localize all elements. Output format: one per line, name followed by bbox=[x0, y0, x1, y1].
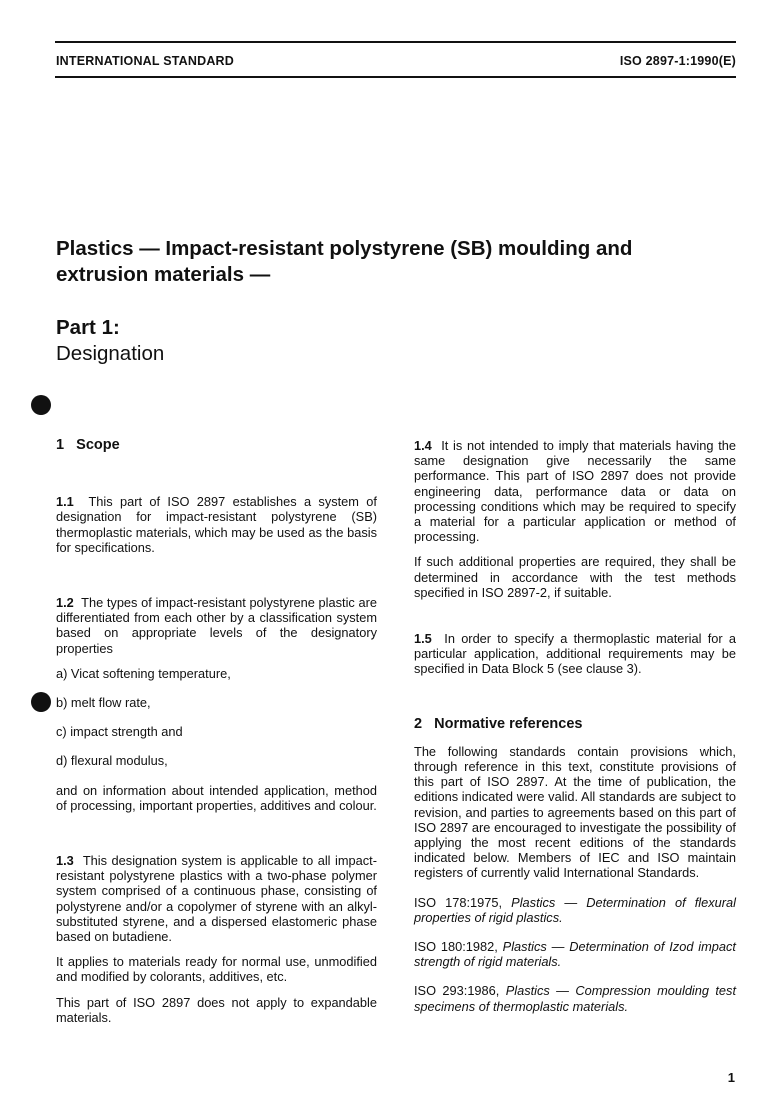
header-right: ISO 2897-1:1990(E) bbox=[619, 54, 736, 68]
normative-references-heading: 2 Normative references bbox=[414, 715, 583, 732]
punch-hole-mark-middle bbox=[31, 692, 51, 712]
part-title: Designation bbox=[56, 342, 165, 365]
header-top-rule bbox=[55, 41, 736, 43]
clause-1-3: 1.3 This designation system is applicable to all impact-resistant polystyrene plastics with a two-phase polymer system comprised of a continuous phase, consisting of polystyrene and/or a copolymer of styrene with an alkyl-substituted styrene, and a dispersed elastomeric phase based on butadiene. bbox=[56, 853, 377, 945]
right-column bbox=[414, 438, 736, 1024]
left-column bbox=[56, 438, 377, 1035]
clause-1-4-additional: If such additional properties are required, they shall be determined in accordance with the test methods specified in ISO 2897-2, if suitable. bbox=[414, 554, 736, 600]
clause-1-1: 1.1 This part of ISO 2897 establishes a system of designation for impact-resistant polystyrene (SB) thermoplastic materials, which may be used as the basis for specifications. bbox=[56, 494, 377, 555]
clause-1-2: 1.2 The types of impact-resistant polystyrene plastic are differentiated from each other by a classification system based on appropriate levels of the designatory properties bbox=[56, 595, 377, 656]
reference-item: ISO 293:1986, Plastics — Compression moulding test specimens of thermoplastic materials. bbox=[414, 983, 737, 1014]
reference-item: ISO 180:1982, Plastics — Determination of Izod impact strength of rigid materials. bbox=[414, 939, 736, 970]
part-heading bbox=[56, 315, 164, 367]
header-left: INTERNATIONAL STANDARD bbox=[56, 54, 235, 68]
clause-1-3-applies: It applies to materials ready for normal use, unmodified and modified by colorants, additives, etc. bbox=[56, 954, 377, 985]
header-bottom-rule bbox=[55, 76, 736, 78]
list-item: a) Vicat softening temperature, bbox=[56, 665, 231, 681]
clause-1-5: 1.5 In order to specify a thermoplastic material for a particular application, additional requirements may be specified in Data Block 5 (see clause 3). bbox=[414, 631, 736, 677]
list-item: c) impact strength and bbox=[56, 724, 183, 740]
document-title: Plastics — Impact-resistant polystyrene (SB) moulding and extrusion materials — bbox=[56, 237, 633, 286]
references-intro: The following standards contain provisions which, through reference in this text, constitute provisions of this part of ISO 2897. At the time of publication, the editions indicated were valid. All standards are subject to revision, and parties to agreements based on this part of ISO 2897 are encouraged to investigate the possibility of applying the most recent editions of the standards indicated below. Members of IEC and ISO maintain registers of currently valid International Standards. bbox=[414, 743, 736, 881]
page-number: 1 bbox=[727, 1070, 735, 1085]
clause-1-4: 1.4 It is not intended to imply that materials having the same designation give necessarily the same performance. This part of ISO 2897 does not provide engineering data, performance data or data on processing conditions which may be required to specify a material for a particular application or method of processing. bbox=[414, 438, 736, 545]
scope-heading: 1 Scope bbox=[56, 437, 120, 453]
clause-1-2-continued: and on information about intended application, method of processing, important properties, additives and colour. bbox=[56, 782, 377, 813]
clause-1-3-exclusion: This part of ISO 2897 does not apply to expandable materials. bbox=[56, 994, 377, 1025]
list-item: d) flexural modulus, bbox=[56, 753, 168, 769]
punch-hole-mark-top bbox=[31, 395, 51, 415]
part-label: Part 1: bbox=[56, 316, 120, 339]
reference-item: ISO 178:1975, Plastics — Determination of flexural properties of rigid plastics. bbox=[414, 894, 737, 925]
list-item: b) melt flow rate, bbox=[56, 695, 151, 711]
